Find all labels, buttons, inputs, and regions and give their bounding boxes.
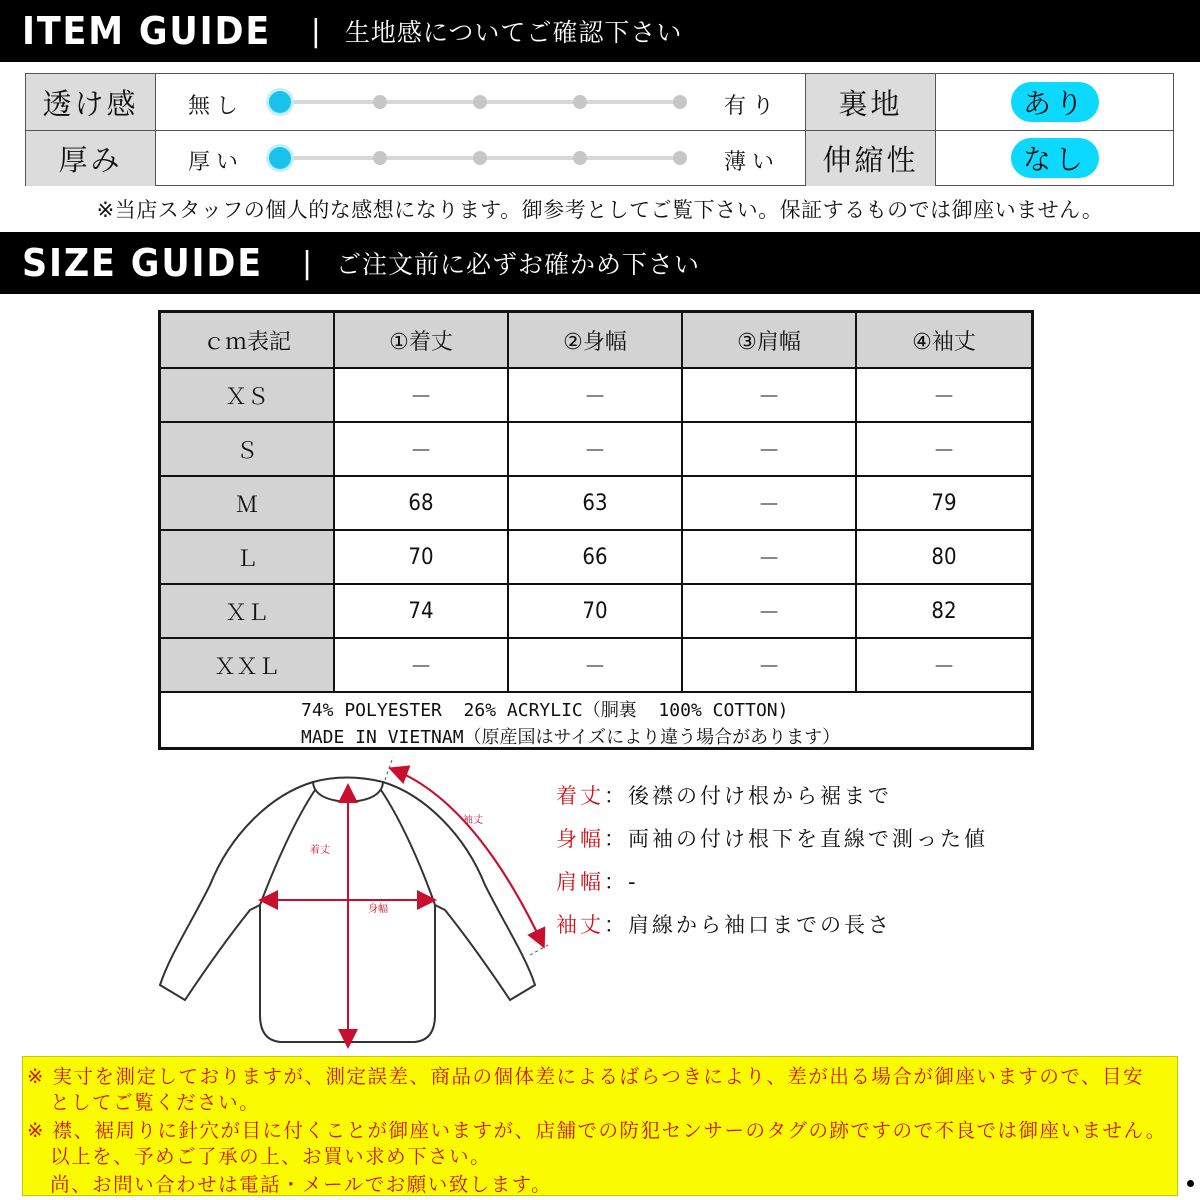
table-cell: 80 — [857, 531, 1031, 585]
cuff-guide-line — [530, 945, 548, 955]
table-cell: － — [683, 477, 857, 531]
scale-dot — [373, 151, 387, 165]
legend-key: 肩幅 — [556, 870, 604, 894]
lining-value-badge: あり — [1011, 82, 1099, 122]
table-cell: － — [683, 369, 857, 423]
size-guide-title: SIZE GUIDE — [22, 241, 263, 285]
table-header-cell: ④袖丈 — [857, 313, 1031, 369]
legend-item: 袖丈：肩線から袖口までの長さ — [556, 913, 892, 937]
table-cell: － — [857, 369, 1031, 423]
table-cell: － — [509, 423, 683, 477]
table-cell: 70 — [509, 585, 683, 639]
diagram-label-length: 着丈 — [310, 845, 330, 856]
legend-text: 後襟の付け根から裾まで — [628, 784, 892, 808]
scale-right-word: 有り — [724, 94, 781, 119]
size-label-cell: Ｌ — [161, 531, 335, 585]
table-cell: － — [335, 423, 509, 477]
diagram-label-width: 身幅 — [368, 904, 388, 915]
table-cell: 66 — [509, 531, 683, 585]
item-guide-subtitle: 生地感についてご確認下さい — [344, 18, 683, 47]
notice-line: としてご覧ください。 — [27, 1091, 261, 1114]
material-line: 74% POLYESTER 26% ACRYLIC（胴裏 100% COTTON) — [301, 700, 789, 721]
item-guide-title: ITEM GUIDE — [22, 9, 272, 53]
scale-dot — [473, 151, 487, 165]
table-cell: 74 — [335, 585, 509, 639]
column-divider — [935, 74, 936, 185]
notice-line: 尚、お問い合わせは電話・メールでお願い致します。 — [27, 1173, 553, 1196]
table-cell: 82 — [857, 585, 1031, 639]
table-cell: － — [857, 423, 1031, 477]
notice-box — [22, 1056, 1178, 1196]
table-cell: 79 — [857, 477, 1031, 531]
table-cell: － — [509, 639, 683, 693]
column-divider — [155, 74, 156, 185]
scale-dot — [473, 95, 487, 109]
scale-left-word: 無し — [188, 94, 245, 119]
table-cell: － — [683, 423, 857, 477]
notice-line: ※ 襟、裾周りに針穴が目に付くことが御座いますが、店舗での防犯センサーのタグの跡ですので不良では御座いません。 — [27, 1119, 1167, 1142]
legend-key: 身幅 — [556, 827, 604, 851]
scale-right-word: 薄い — [724, 150, 781, 175]
legend-item: 着丈：後襟の付け根から裾まで — [556, 784, 892, 808]
legend-key: 袖丈 — [556, 913, 604, 937]
table-cell: － — [683, 531, 857, 585]
scale-dot — [673, 151, 687, 165]
origin-line: MADE IN VIETNAM（原産国はサイズにより違う場合があります） — [301, 727, 841, 748]
size-label-cell: ＸＸＬ — [161, 639, 335, 693]
scale-dot — [373, 95, 387, 109]
table-header-cell: ｃｍ表記 — [161, 313, 335, 369]
size-label-cell: ＸＳ — [161, 369, 335, 423]
scale-dot-selected — [269, 147, 291, 169]
table-cell: － — [683, 639, 857, 693]
notice-line: 以上を、予めご了承の上、お買い求め下さい。 — [27, 1145, 492, 1168]
table-cell: － — [509, 369, 683, 423]
size-guide-header — [0, 232, 1200, 294]
size-label-cell: ＸＬ — [161, 585, 335, 639]
size-table — [158, 310, 1034, 750]
sleeve-arrow-head — [392, 769, 543, 945]
legend-item: 肩幅：- — [556, 870, 639, 894]
label-lining: 裏地 — [806, 74, 935, 130]
table-header-cell: ②身幅 — [509, 313, 683, 369]
legend-text: 両袖の付け根下を直線で測った値 — [628, 827, 988, 851]
row-divider — [26, 130, 1173, 131]
table-header-cell: ①着丈 — [335, 313, 509, 369]
table-cell: 68 — [335, 477, 509, 531]
size-guide-subtitle: ご注文前に必ずお確かめ下さい — [336, 250, 701, 279]
scale-dot — [673, 95, 687, 109]
sleeve-arrow — [392, 769, 543, 945]
size-label-cell: Ｓ — [161, 423, 335, 477]
legend-item: 身幅：両袖の付け根下を直線で測った値 — [556, 827, 988, 851]
legend-key: 着丈 — [556, 784, 604, 808]
size-label-cell: Ｍ — [161, 477, 335, 531]
scale-left-word: 厚い — [188, 150, 245, 175]
item-guide-header — [0, 0, 1200, 62]
item-guide-note: ※当店スタッフの個人的な感想になります。御参考としてご覧下さい。保証するものでは御座いません。 — [96, 198, 1104, 222]
corner-dot — [1187, 1180, 1194, 1187]
shoulder-guide-line — [385, 757, 393, 780]
table-cell: － — [683, 585, 857, 639]
label-thickness: 厚み — [26, 131, 155, 186]
table-header-cell: ③肩幅 — [683, 313, 857, 369]
garment-diagram — [150, 755, 570, 1055]
table-cell: 70 — [335, 531, 509, 585]
item-guide-table — [25, 73, 1174, 186]
stretch-value-badge: なし — [1011, 138, 1099, 178]
legend-text: - — [628, 870, 639, 894]
table-cell: － — [335, 639, 509, 693]
label-transparency: 透け感 — [26, 74, 155, 130]
table-cell: 63 — [509, 477, 683, 531]
notice-line: ※ 実寸を測定しておりますが、測定誤差、商品の個体差によるばらつきにより、差が出る場合が御座いますので、目安 — [27, 1065, 1144, 1088]
scale-dot — [573, 151, 587, 165]
label-stretch: 伸縮性 — [806, 131, 935, 186]
legend-text: 肩線から袖口までの長さ — [628, 913, 892, 937]
scale-dot — [573, 95, 587, 109]
material-info — [161, 693, 1031, 747]
diagram-label-sleeve: 袖丈 — [463, 815, 483, 826]
scale-dot-selected — [269, 91, 291, 113]
table-cell: － — [857, 639, 1031, 693]
header-separator: | — [301, 245, 313, 281]
column-divider — [805, 74, 806, 185]
header-separator: | — [310, 13, 321, 49]
table-cell: － — [335, 369, 509, 423]
